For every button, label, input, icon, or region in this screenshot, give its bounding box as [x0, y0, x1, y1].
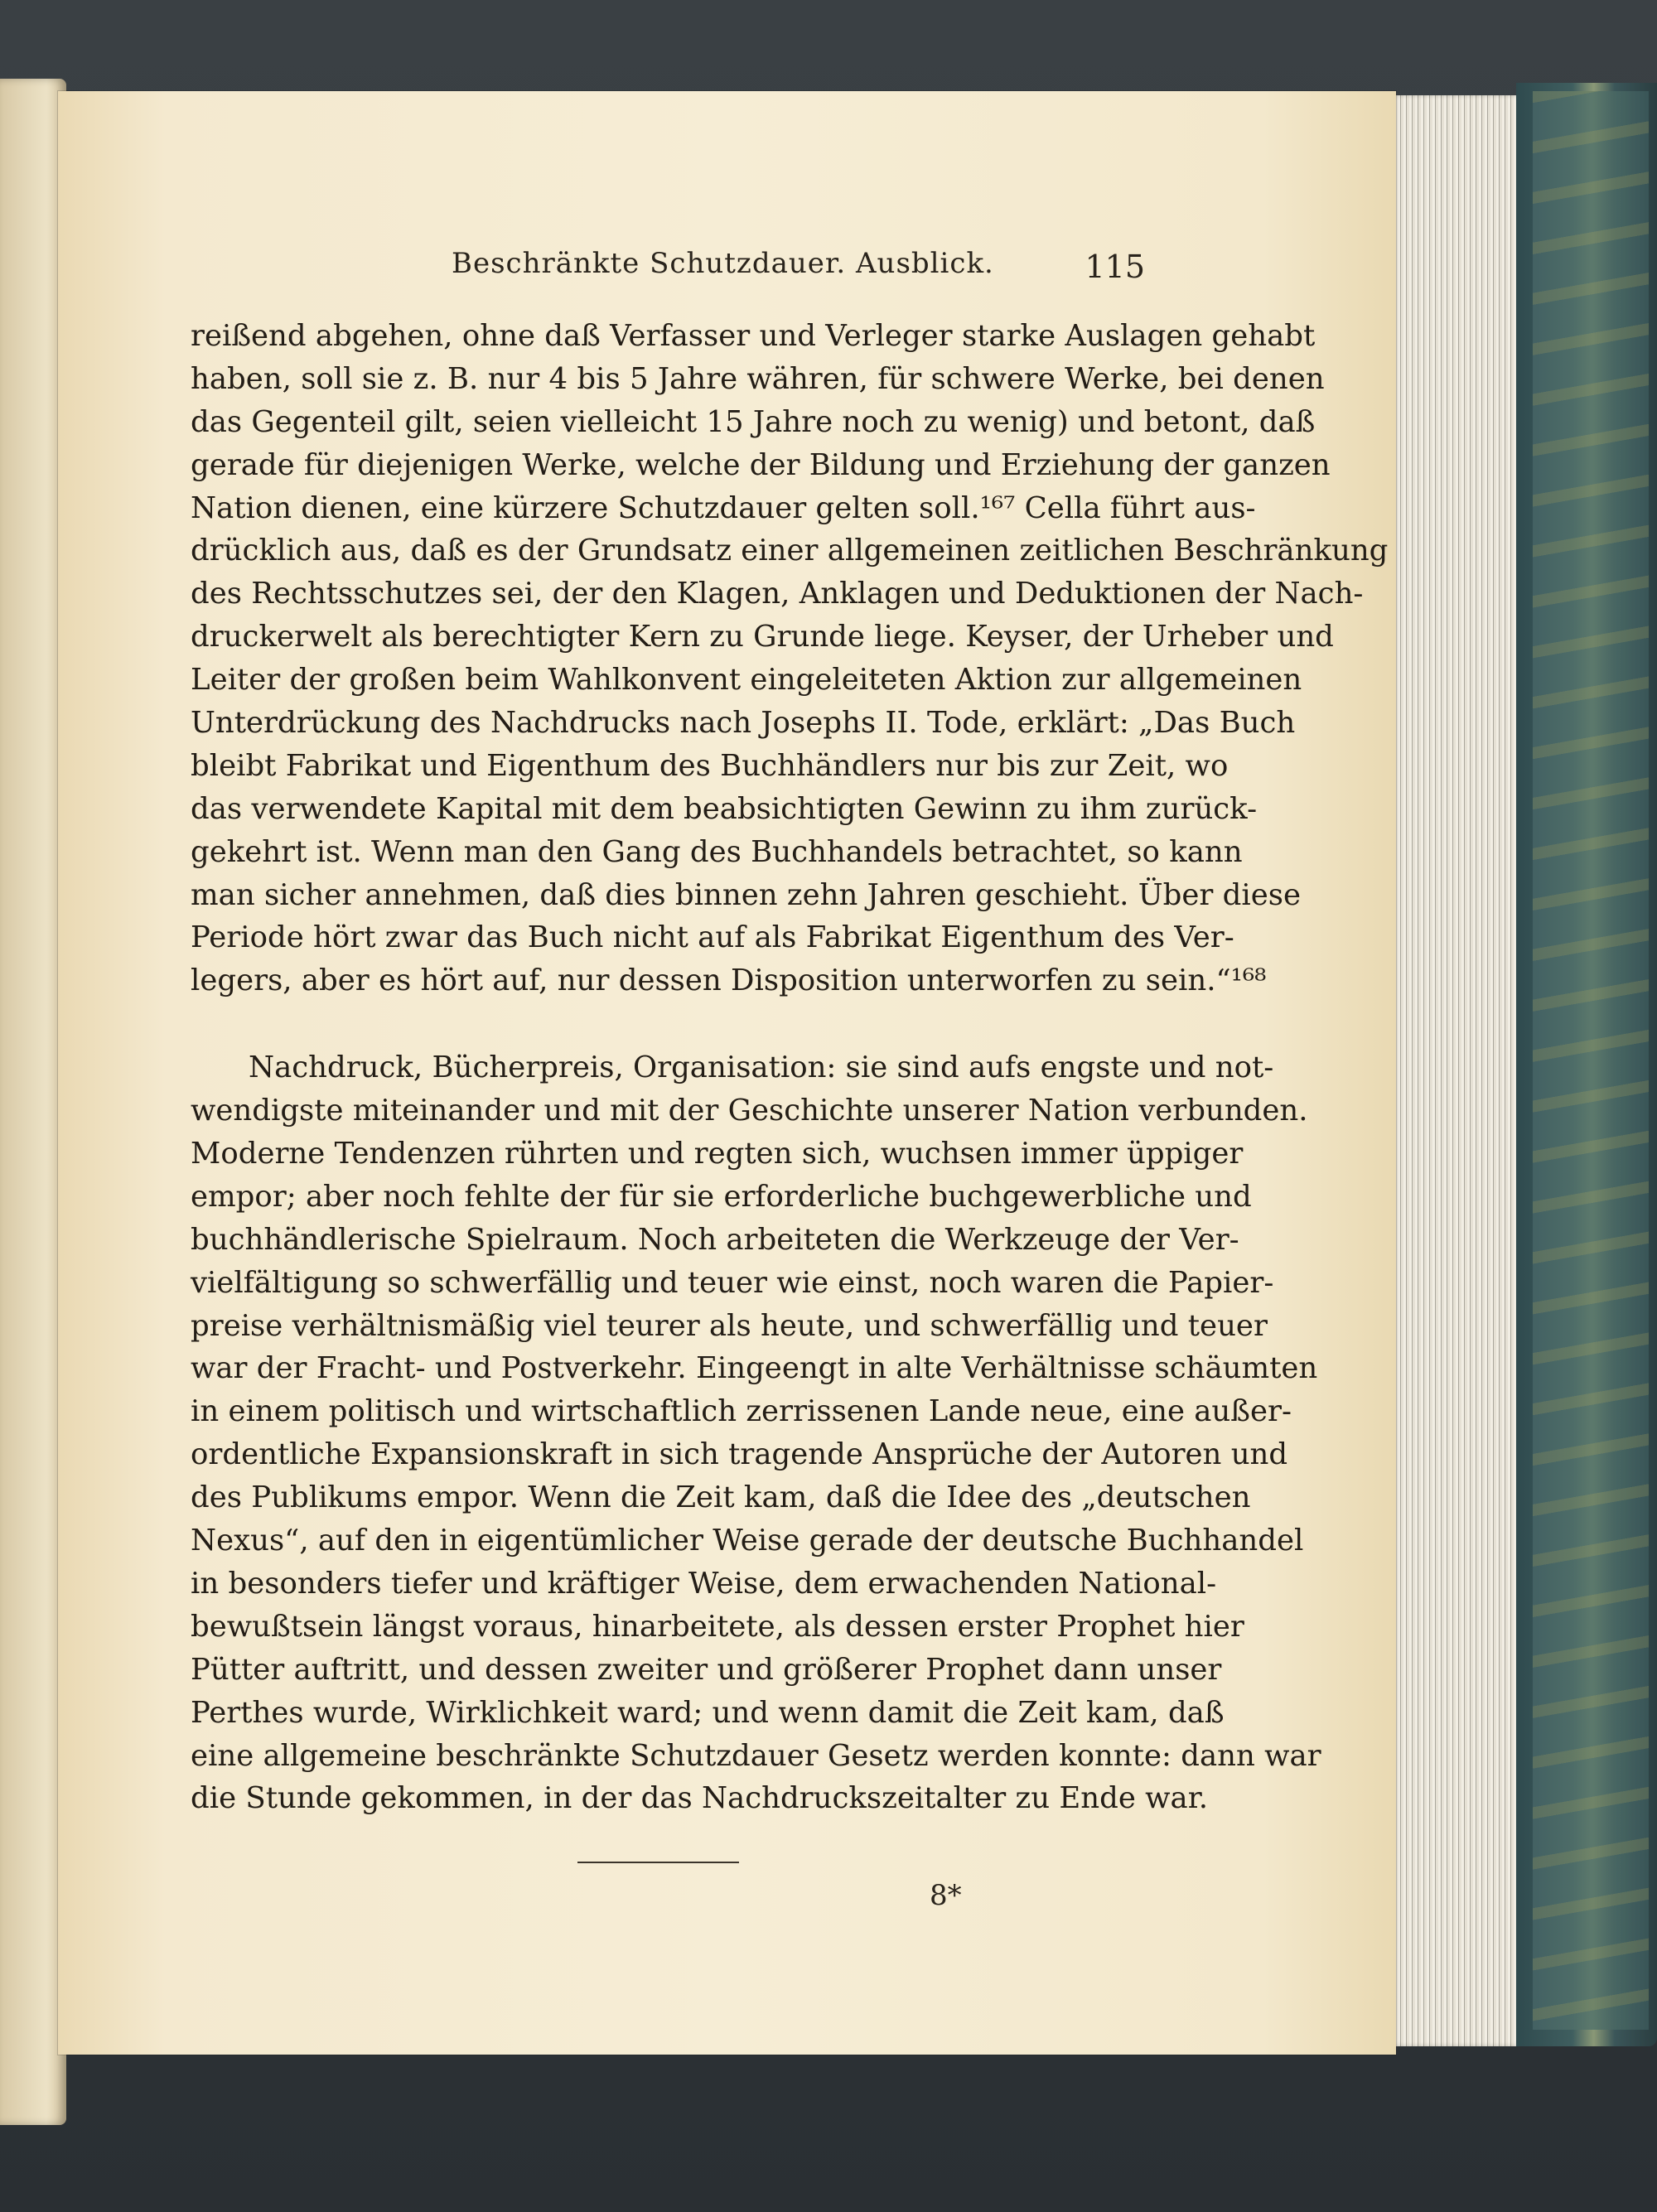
text-line: wendigste miteinander und mit der Geschichte unserer Nation verbunden.	[191, 1094, 1308, 1128]
body-text	[191, 315, 1389, 1820]
text-line: ordentliche Expansionskraft in sich tragende Ansprüche der Autoren und	[191, 1437, 1288, 1472]
text-line: eine allgemeine beschränkte Schutzdauer Gesetz werden konnte: dann war	[191, 1738, 1321, 1773]
text-line: preise verhältnismäßig viel teurer als heute, und schwerfällig und teuer	[191, 1308, 1268, 1343]
page-edges	[1392, 95, 1516, 2046]
text-line: Moderne Tendenzen rührten und regten sich, wuchsen immer üppiger	[191, 1137, 1244, 1171]
text-line: Nexus“, auf den in eigentümlicher Weise gerade der deutsche Buchhandel	[191, 1524, 1304, 1558]
text-line: gerade für diejenigen Werke, welche der Bildung und Erziehung der ganzen	[191, 447, 1331, 482]
text-line: war der Fracht- und Postverkehr. Eingeengt in alte Verhältnisse schäumten	[191, 1351, 1318, 1386]
text-line: Periode hört zwar das Buch nicht auf als Fabrikat Eigenthum des Ver-	[191, 920, 1234, 955]
text-line: gekehrt ist. Wenn man den Gang des Buchhandels betrachtet, so kann	[191, 834, 1243, 869]
text-line: haben, soll sie z. B. nur 4 bis 5 Jahre währen, für schwere Werke, bei denen	[191, 361, 1325, 396]
footer-rule	[577, 1862, 739, 1863]
text-line: drücklich aus, daß es der Grundsatz einer allgemeinen zeitlichen Beschränkung	[191, 534, 1389, 568]
paragraph-1	[191, 315, 1389, 1002]
text-line: das verwendete Kapital mit dem beabsichtigten Gewinn zu ihm zurück-	[191, 791, 1258, 826]
running-title: Beschränkte Schutzdauer. Ausblick.	[452, 247, 994, 280]
text-line: des Rechtsschutzes sei, der den Klagen, Anklagen und Deduktionen der Nach-	[191, 577, 1364, 611]
text-line: des Publikums empor. Wenn die Zeit kam, daß die Idee des „deutschen	[191, 1480, 1251, 1515]
text-line: Perthes wurde, Wirklichkeit ward; und wenn damit die Zeit kam, daß	[191, 1695, 1225, 1730]
text-line: reißend abgehen, ohne daß Verfasser und Verleger starke Auslagen gehabt	[191, 319, 1316, 353]
text-line: Nation dienen, eine kürzere Schutzdauer gelten soll.¹⁶⁷ Cella führt aus-	[191, 490, 1256, 525]
text-line: in einem politisch und wirtschaftlich zerrissenen Lande neue, eine außer-	[191, 1394, 1292, 1429]
text-line: legers, aber es hört auf, nur dessen Disposition unterworfen zu sein.“¹⁶⁸	[191, 964, 1267, 998]
paragraph-2	[191, 1046, 1321, 1820]
text-line: bleibt Fabrikat und Eigenthum des Buchhändlers nur bis zur Zeit, wo	[191, 748, 1229, 783]
text-line: Unterdrückung des Nachdrucks nach Josephs II. Tode, erklärt: „Das Buch	[191, 706, 1296, 741]
text-line: Nachdruck, Bücherpreis, Organisation: sie sind aufs engste und not-	[249, 1050, 1274, 1085]
text-line: in besonders tiefer und kräftiger Weise, dem erwachenden National-	[191, 1566, 1217, 1601]
text-line: druckerwelt als berechtigter Kern zu Grunde liege. Keyser, der Urheber und	[191, 620, 1334, 654]
text-line: Leiter der großen beim Wahlkonvent eingeleiteten Aktion zur allgemeinen	[191, 663, 1302, 698]
text-line: bewußtsein längst voraus, hinarbeitete, als dessen erster Prophet hier	[191, 1609, 1244, 1644]
text-line: das Gegenteil gilt, seien vielleicht 15 Jahre noch zu wenig) und betont, daß	[191, 404, 1316, 439]
paragraph-gap	[191, 1002, 1118, 1046]
text-line: empor; aber noch fehlte der für sie erforderliche buchgewerbliche und	[191, 1179, 1252, 1214]
page-number: 115	[1085, 249, 1145, 285]
text-line: buchhändlerische Spielraum. Noch arbeiteten die Werkzeuge der Ver-	[191, 1222, 1239, 1257]
signature-mark: 8*	[930, 1879, 962, 1912]
text-line: die Stunde gekommen, in der das Nachdruckszeitalter zu Ende war.	[191, 1781, 1209, 1816]
left-page-edge	[0, 79, 66, 2125]
text-line: Pütter auftritt, und dessen zweiter und größerer Prophet dann unser	[191, 1652, 1222, 1687]
marbled-cover-band	[1533, 91, 1649, 2030]
text-line: man sicher annehmen, daß dies binnen zehn Jahren geschieht. Über diese	[191, 877, 1301, 912]
text-line: vielfältigung so schwerfällig und teuer wie einst, noch waren die Papier-	[191, 1265, 1274, 1300]
